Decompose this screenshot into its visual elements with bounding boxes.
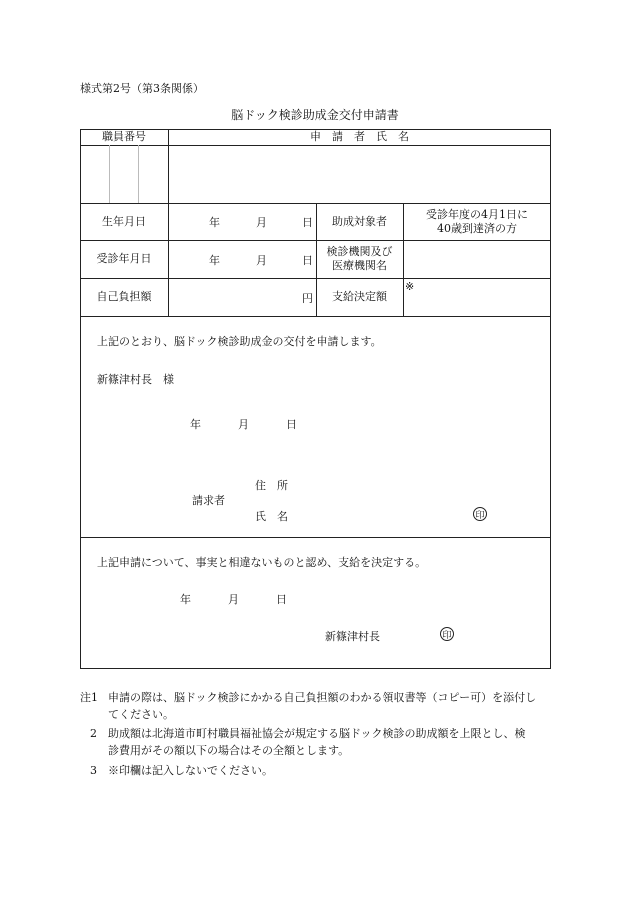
applicant-name-label: 申 請 者 氏 名 [310,130,409,143]
payment-decision-mark: ※ [405,280,415,293]
exam-date-month: 月 [256,254,267,267]
employee-number-field[interactable] [80,145,168,203]
exam-date-label: 受診年月日 [96,252,152,265]
note-2-line1: 助成額は北海道市町村職員福祉協会が規定する脳ドック検診の助成額を上限とし、検 [108,727,526,740]
address-label: 住 所 [255,479,288,492]
note-2-number: 2 [90,727,97,740]
name-label: 氏 名 [255,510,288,523]
row-divider [80,316,551,317]
form-title: 脳ドック検診助成金交付申請書 [231,108,399,122]
note-3-line1: ※印欄は記入しないでください。 [108,764,273,777]
eligible-value-line2: 40歳到達済の方 [437,221,517,235]
decision-date-day: 日 [276,593,287,606]
birth-date-year: 年 [209,216,220,229]
eligible-value [403,203,551,240]
birth-date-month: 月 [256,216,267,229]
employee-number-label: 職員番号 [102,130,146,143]
self-pay-label: 自己負担額 [96,290,152,303]
application-statement: 上記のとおり、脳ドック検診助成金の交付を申請します。 [97,335,382,348]
eligible-value-line1: 受診年度の4月1日に [426,207,528,221]
form-number: 様式第2号（第3条関係） [80,82,204,95]
exam-date-day: 日 [302,254,313,267]
exam-date-year: 年 [209,254,220,267]
row-divider [80,537,551,538]
application-date-month: 月 [238,418,249,431]
institution-label-line1: 検診機関及び [326,245,393,258]
decision-date-year: 年 [180,593,191,606]
eligible-label: 助成対象者 [332,214,387,228]
note-3-number: 3 [90,764,97,777]
payment-decision-label: 支給決定額 [332,290,387,303]
institution-field[interactable] [403,240,551,278]
applicant-name-field[interactable] [168,145,551,203]
institution-label-line2: 医療機関名 [332,259,387,272]
note-1-line2: てください。 [108,708,174,721]
note-1-line1: 申請の際は、脳ドック検診にかかる自己負担額のわかる領収書等（コピー可）を添付し [108,691,537,704]
note-1-number: 注1 [80,691,98,704]
application-date-year: 年 [190,418,201,431]
note-2-line2: 診費用がその額以下の場合はその全額とします。 [108,744,350,757]
addressee: 新篠津村長 様 [97,373,174,386]
decision-statement: 上記申請について、事実と相違ないものと認め、支給を決定する。 [97,556,427,569]
seal-icon: 印 [473,507,487,521]
claimant-label: 請求者 [192,494,225,507]
institution-label [316,240,403,278]
seal-icon: 印 [440,627,454,641]
birth-date-label: 生年月日 [102,214,146,228]
self-pay-unit: 円 [302,292,313,305]
decision-date-month: 月 [228,593,239,606]
application-date-day: 日 [286,418,297,431]
decision-signer: 新篠津村長 [325,630,380,643]
birth-date-day: 日 [302,216,313,229]
